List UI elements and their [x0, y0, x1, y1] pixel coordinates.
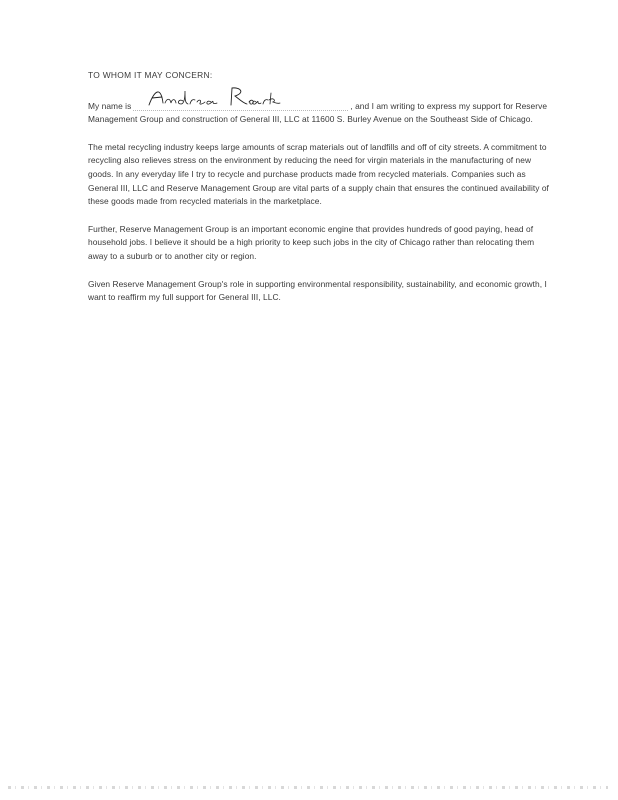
- jobs-paragraph: Further, Reserve Management Group is an important economic engine that provides hundreds of good paying, head of household jobs. I believe it should be a high priority to keep such jobs in the city of Chicago rather than relocating them away to a suburb or to another city or region.: [88, 223, 535, 261]
- recycling-paragraph: The metal recycling industry keeps large amounts of scrap materials out of landfills and off of city streets. A commitment to recycling also relieves stress on the environment by reducing the need for virgin materials in the manufacturing of new goods. In any everyday life I try to recycle and purchase products made from recycled materials. Companies such as General III, LLC and Reserve Management Group are vital parts of a supply chain that ensures the continued availability of these goods made from recycled materials in the marketplace.: [88, 141, 549, 207]
- salutation: TO WHOM IT MAY CONCERN:: [88, 70, 213, 80]
- scan-footer-noise: [8, 786, 608, 789]
- intro-suffix: , and I am writing to express my support for Reserve Management Group and construction of General III, LLC at 11600 S. Burley Avenue on the Southeast Side of Chicago.: [88, 100, 548, 125]
- handwritten-signature: [133, 97, 348, 111]
- intro-prefix: My name is: [88, 100, 132, 111]
- support-paragraph: Given Reserve Management Group's role in supporting environmental responsibility, sustainability, and economic growth, I want to reaffirm my full support for General III, LLC.: [88, 278, 547, 303]
- signature-mark: [143, 85, 293, 111]
- intro-paragraph: [88, 97, 556, 127]
- letter-body: [88, 69, 556, 319]
